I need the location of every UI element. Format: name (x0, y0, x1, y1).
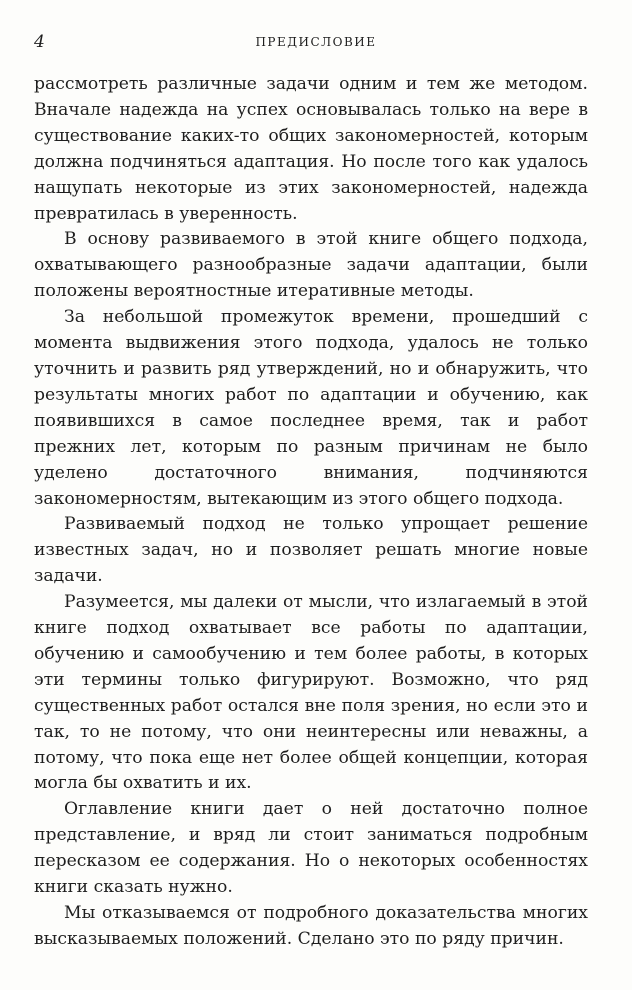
paragraph: Разумеется, мы далеки от мысли, что излагаемый в этой книге подход охватывает все работы по адаптации, обучению и самообучению и тем более работы, в которых эти термины только фигурируют. Возможно, что ряд существенных работ остался вне поля зрения, но если это и так, то не потому, что они неинтересны или неважны, а потому, что пока еще нет более общей концепции, которая могла бы охватить и их. (34, 592, 588, 794)
paragraph-continued: рассмотреть различные задачи одним и тем же методом. Вначале надежда на успех основывалась только на вере в существование каких-то общих закономерностей, которым должна подчиняться адаптация. Но после того как удалось нащупать некоторые из этих закономерностей, надежда превратилась в уверенность. (34, 74, 588, 224)
paragraph: В основу развиваемого в этой книге общего подхода, охватывающего разнообразные задачи адаптации, были положены вероятностные итеративные методы. (34, 229, 588, 302)
paragraph: За небольшой промежуток времени, прошедший с момента выдвижения этого подхода, удалось не только уточнить и развить ряд утверждений, но и обнаружить, что результаты многих работ по адаптации и обучению, как появившихся в самое последнее время, так и работ прежних лет, которым по разным причинам не было уделено достаточного внимания, подчиняются закономерностям, вытекающим из этого общего подхода. (34, 307, 588, 509)
page-number: 4 (34, 32, 45, 52)
body-text (34, 72, 588, 953)
paragraph: Оглавление книги дает о ней достаточно полное представление, и вряд ли стоит заниматься подробным пересказом ее содержания. Но о некоторых особенностях книги сказать нужно. (34, 799, 588, 898)
paragraph: Развиваемый подход не только упрощает решение известных задач, но и позволяет решать многие новые задачи. (34, 514, 588, 587)
running-title: ПРЕДИСЛОВИЕ (255, 35, 377, 49)
paragraph: Мы отказываемся от подробного доказательства многих высказываемых положений. Сделано это по ряду причин. (34, 903, 588, 949)
